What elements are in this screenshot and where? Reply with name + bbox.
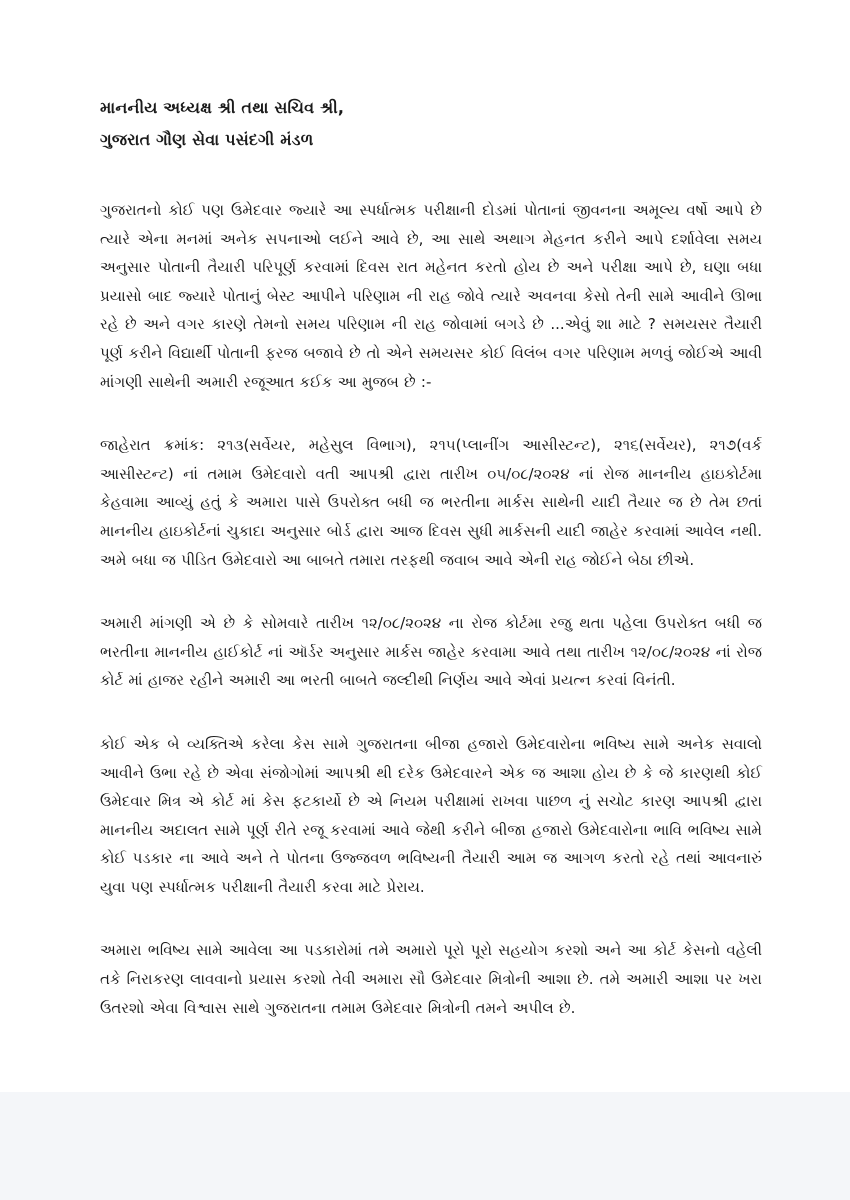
page-bottom-margin bbox=[0, 1092, 850, 1200]
salutation-addressee: માનનીય અધ્યક્ષ શ્રી તથા સચિવ શ્રી, bbox=[100, 98, 345, 117]
paragraph-introduction: ગુજરાતનો કોઈ પણ ઉમેદવાર જ્યારે આ સ્પર્ધાત્મક પરીક્ષાની દોડમાં પોતાનાં જીવનના અમૂલ્ય વર્ષો આપે છે ત્યારે એના મનમાં અનેક સપનાઓ લઈને આવે છે, આ સાથે અથાગ મેહનત કરીને આપે દર્શાવેલા સમય અનુસાર પોતાની તૈયારી પરિપૂર્ણ કરવામાં દિવસ રાત મહેનત કરતો હોય છે અને પરીક્ષા આપે છે, ઘણા બધા પ્રયાસો બાદ જ્યારે પોતાનું બેસ્ટ આપીને પરિણામ ની રાહ જોવે ત્યારે અવનવા કેસો તેની સામે આવીને ઊભા રહે છે અને વગર કારણે તેમનો સમય પરિણામ ની રાહ જોવામાં બગડે છે ...એવું શા માટે ? સમયસર તૈયારી પૂર્ણ કરીને વિદ્યાર્થી પોતાની ફરજ બજાવે છે તો એને સમયસર કોઈ વિલંબ વગર પરિણામ મળવું જોઈએ આવી માંગણી સાથેની અમારી રજૂઆત કઈક આ મુજબ છે :- bbox=[100, 201, 762, 391]
paragraph-advertisement-details: જાહેરાત ક્રમાંક: ૨૧૩(સર્વેયર, મહેસુલ વિભાગ), ૨૧૫(પ્લાનીંગ આસીસ્ટન્ટ), ૨૧૬(સર્વેયર), ૨૧૭(વર્ક આસીસ્ટન્ટ) નાં તમામ ઉમેદવારો વતી આપશ્રી દ્વારા તારીખ ૦૫/૦૮/૨૦૨૪ નાં રોજ માનનીય હાઇકોર્ટમા કેહવામા આવ્યું હતું કે અમારા પાસે ઉપરોક્ત બધી જ ભરતીના માર્કસ સાથેની યાદી તૈયાર જ છે તેમ છતાં માનનીય હાઇકોર્ટનાં ચુકાદા અનુસાર બોર્ડ દ્વારા આજ દિવસ સુધી માર્કસની યાદી જાહેર કરવામાં આવેલ નથી. અમે બધા જ પીડિત ઉમેદવારો આ બાબતે તમારા તરફથી જવાબ આવે એની રાહ જોઈને બેઠા છીએ. bbox=[100, 436, 762, 569]
salutation bbox=[100, 92, 762, 156]
paragraph-court-case: કોઈ એક બે વ્યક્તિએ કરેલા કેસ સામે ગુજરાતના બીજા હજારો ઉમેદવારોના ભવિષ્ય સામે અનેક સવાલો આવીને ઉભા રહે છે એવા સંજોગોમાં આપશ્રી થી દરેક ઉમેદવારને એક જ આશા હોય છે કે જે કારણથી કોઈ ઉમેદવાર મિત્ર એ કોર્ટ માં કેસ ફટકાર્યો છે એ નિયમ પરીક્ષામાં રાખવા પાછળ નું સચોટ કારણ આપશ્રી દ્વારા માનનીય અદાલત સામે પૂર્ણ રીતે રજૂ કરવામાં આવે જેથી કરીને બીજા હજારો ઉમેદવારોના ભાવિ ભવિષ્ય સામે કોઈ પડકાર ના આવે અને તે પોતના ઉજ્જવળ ભવિષ્યની તૈયારી આમ જ આગળ કરતો રહે તથાં આવનારું યુવા પણ સ્પર્ધાત્મક પરીક્ષાની તૈયારી કરવા માટે પ્રેરાય. bbox=[100, 734, 762, 896]
salutation-organization: ગુજરાત ગૌણ સેવા પસંદગી મંડળ bbox=[100, 130, 314, 149]
paragraph-demand: અમારી માંગણી એ છે કે સોમવારે તારીખ ૧૨/૦૮/૨૦૨૪ ના રોજ કોર્ટમા રજુ થતા પહેલા ઉપરોક્ત બધી જ ભરતીના માનનીય હાઈકોર્ટ નાં ઑર્ડર અનુસાર માર્કસ જાહેર કરવામા આવે તથા તારીખ ૧૨/૦૮/૨૦૨૪ નાં રોજ કોર્ટ માં હાજર રહીને અમારી આ ભરતી બાબતે જલ્દીથી નિર્ણય આવે એવાં પ્રયત્ન કરવાં વિનંતી. bbox=[100, 614, 762, 690]
letter-body bbox=[100, 92, 762, 1057]
paragraph-appeal: અમારા ભવિષ્ય સામે આવેલા આ પડકારોમાં તમે અમારો પૂરો પૂરો સહયોગ કરશો અને આ કોર્ટ કેસનો વહેલી તકે નિરાકરણ લાવવાનો પ્રયાસ કરશો તેવી અમારા સૌ ઉમેદવાર મિત્રોની આશા છે. તમે અમારી આશા પર ખરા ઉતરશો એવા વિશ્વાસ સાથે ગુજરાતના તમામ ઉમેદવાર મિત્રોની તમને અપીલ છે. bbox=[100, 941, 762, 1017]
